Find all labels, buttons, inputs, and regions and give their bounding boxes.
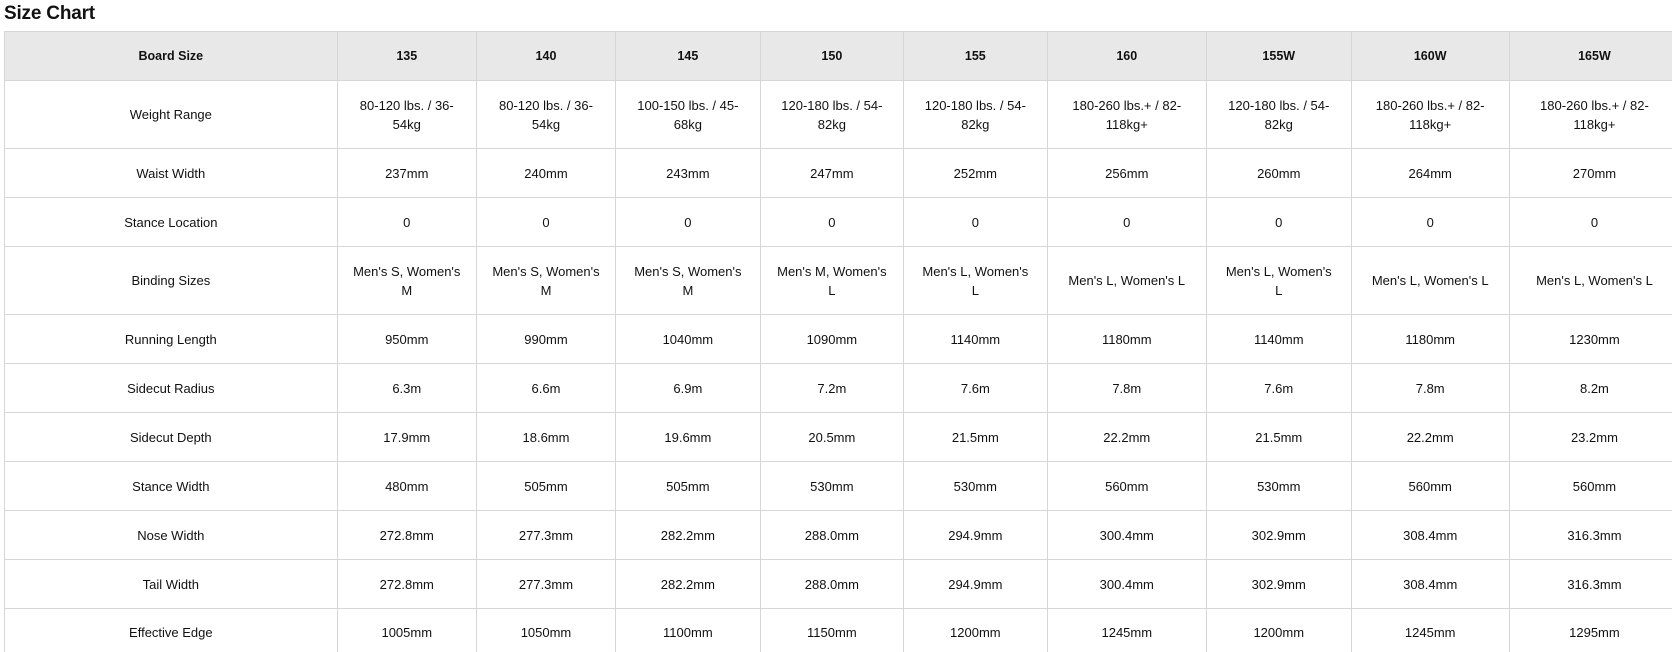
table-cell: 21.5mm <box>1206 413 1351 462</box>
table-cell: 308.4mm <box>1351 560 1509 609</box>
table-row-sidecut-depth <box>5 413 1672 462</box>
table-cell: Men's M, Women's L <box>760 247 903 315</box>
table-cell: 0 <box>1351 198 1509 247</box>
table-cell: Men's L, Women's L <box>1206 247 1351 315</box>
table-row-effective-edge <box>5 609 1672 652</box>
table-row-tail-width <box>5 560 1672 609</box>
table-cell: 282.2mm <box>616 560 761 609</box>
table-cell: 120-180 lbs. / 54-82kg <box>1206 81 1351 149</box>
table-cell: 260mm <box>1206 149 1351 198</box>
table-cell: Men's S, Women's M <box>337 247 476 315</box>
table-cell: 300.4mm <box>1047 560 1206 609</box>
table-cell: 1140mm <box>904 315 1047 364</box>
table-cell: 560mm <box>1047 462 1206 511</box>
table-row-stance-location <box>5 198 1672 247</box>
header-size: 155 <box>904 32 1047 81</box>
header-size: 160W <box>1351 32 1509 81</box>
row-label: Tail Width <box>5 560 338 609</box>
table-cell: 0 <box>1206 198 1351 247</box>
table-cell: 1200mm <box>904 609 1047 652</box>
table-cell: 1040mm <box>616 315 761 364</box>
table-row-weight-range <box>5 81 1672 149</box>
table-cell: 1005mm <box>337 609 476 652</box>
table-cell: 1200mm <box>1206 609 1351 652</box>
table-cell: Men's S, Women's M <box>476 247 615 315</box>
table-cell: 294.9mm <box>904 511 1047 560</box>
table-cell: 288.0mm <box>760 511 903 560</box>
table-cell: 256mm <box>1047 149 1206 198</box>
table-cell: 19.6mm <box>616 413 761 462</box>
table-cell: 316.3mm <box>1509 560 1672 609</box>
table-cell: 21.5mm <box>904 413 1047 462</box>
table-cell: 247mm <box>760 149 903 198</box>
table-cell: 1180mm <box>1047 315 1206 364</box>
table-cell: 480mm <box>337 462 476 511</box>
table-cell: 0 <box>476 198 615 247</box>
table-cell: 6.3m <box>337 364 476 413</box>
table-cell: 308.4mm <box>1351 511 1509 560</box>
row-label: Binding Sizes <box>5 247 338 315</box>
table-cell: 0 <box>1509 198 1672 247</box>
table-cell: 505mm <box>476 462 615 511</box>
table-cell: Men's L, Women's L <box>1509 247 1672 315</box>
table-cell: 270mm <box>1509 149 1672 198</box>
table-cell: 1295mm <box>1509 609 1672 652</box>
table-cell: 240mm <box>476 149 615 198</box>
row-label: Waist Width <box>5 149 338 198</box>
row-label: Weight Range <box>5 81 338 149</box>
table-cell: 22.2mm <box>1351 413 1509 462</box>
table-cell: 23.2mm <box>1509 413 1672 462</box>
table-cell: 6.6m <box>476 364 615 413</box>
table-cell: 180-260 lbs.+ / 82-118kg+ <box>1509 81 1672 149</box>
table-cell: 1050mm <box>476 609 615 652</box>
table-cell: 316.3mm <box>1509 511 1672 560</box>
table-cell: 252mm <box>904 149 1047 198</box>
table-cell: 1150mm <box>760 609 903 652</box>
table-cell: 302.9mm <box>1206 560 1351 609</box>
table-cell: 8.2m <box>1509 364 1672 413</box>
table-cell: 277.3mm <box>476 511 615 560</box>
header-size: 150 <box>760 32 903 81</box>
table-cell: 80-120 lbs. / 36-54kg <box>476 81 615 149</box>
table-cell: 272.8mm <box>337 560 476 609</box>
table-cell: Men's S, Women's M <box>616 247 761 315</box>
table-cell: 0 <box>1047 198 1206 247</box>
table-cell: 294.9mm <box>904 560 1047 609</box>
table-cell: 100-150 lbs. / 45-68kg <box>616 81 761 149</box>
row-label: Effective Edge <box>5 609 338 652</box>
page-title: Size Chart <box>4 3 95 24</box>
table-cell: 0 <box>337 198 476 247</box>
table-cell: 950mm <box>337 315 476 364</box>
table-cell: 530mm <box>760 462 903 511</box>
table-cell: 22.2mm <box>1047 413 1206 462</box>
table-cell: 282.2mm <box>616 511 761 560</box>
table-cell: 80-120 lbs. / 36-54kg <box>337 81 476 149</box>
table-cell: 1180mm <box>1351 315 1509 364</box>
table-cell: 505mm <box>616 462 761 511</box>
row-label: Stance Location <box>5 198 338 247</box>
table-cell: 530mm <box>904 462 1047 511</box>
table-cell: 20.5mm <box>760 413 903 462</box>
table-cell: 272.8mm <box>337 511 476 560</box>
table-cell: 7.2m <box>760 364 903 413</box>
table-cell: 1100mm <box>616 609 761 652</box>
header-size: 140 <box>476 32 615 81</box>
table-cell: 7.6m <box>904 364 1047 413</box>
table-cell: 6.9m <box>616 364 761 413</box>
table-cell: 0 <box>904 198 1047 247</box>
row-label: Sidecut Radius <box>5 364 338 413</box>
table-row-waist-width <box>5 149 1672 198</box>
table-row-binding-sizes <box>5 247 1672 315</box>
table-row-nose-width <box>5 511 1672 560</box>
table-cell: 1140mm <box>1206 315 1351 364</box>
table-cell: 990mm <box>476 315 615 364</box>
header-size: 145 <box>616 32 761 81</box>
table-cell: 264mm <box>1351 149 1509 198</box>
table-cell: 7.6m <box>1206 364 1351 413</box>
table-cell: 17.9mm <box>337 413 476 462</box>
table-cell: 530mm <box>1206 462 1351 511</box>
table-row-stance-width <box>5 462 1672 511</box>
header-size: 135 <box>337 32 476 81</box>
table-cell: 300.4mm <box>1047 511 1206 560</box>
table-cell: 120-180 lbs. / 54-82kg <box>760 81 903 149</box>
table-cell: 0 <box>616 198 761 247</box>
table-cell: 277.3mm <box>476 560 615 609</box>
row-label: Nose Width <box>5 511 338 560</box>
table-cell: 7.8m <box>1351 364 1509 413</box>
row-label: Running Length <box>5 315 338 364</box>
table-cell: 0 <box>760 198 903 247</box>
header-board-size: Board Size <box>5 32 338 81</box>
table-row-running-length <box>5 315 1672 364</box>
table-cell: 560mm <box>1509 462 1672 511</box>
table-cell: 243mm <box>616 149 761 198</box>
table-cell: 18.6mm <box>476 413 615 462</box>
table-header-row <box>5 32 1672 81</box>
table-cell: Men's L, Women's L <box>1047 247 1206 315</box>
header-size: 160 <box>1047 32 1206 81</box>
table-cell: 237mm <box>337 149 476 198</box>
table-cell: 7.8m <box>1047 364 1206 413</box>
table-cell: 180-260 lbs.+ / 82-118kg+ <box>1047 81 1206 149</box>
header-size: 165W <box>1509 32 1672 81</box>
table-row-sidecut-radius <box>5 364 1672 413</box>
table-cell: Men's L, Women's L <box>904 247 1047 315</box>
table-cell: 1245mm <box>1351 609 1509 652</box>
size-chart-table <box>4 31 1672 652</box>
table-cell: 560mm <box>1351 462 1509 511</box>
table-cell: 302.9mm <box>1206 511 1351 560</box>
table-cell: Men's L, Women's L <box>1351 247 1509 315</box>
table-cell: 180-260 lbs.+ / 82-118kg+ <box>1351 81 1509 149</box>
table-cell: 1245mm <box>1047 609 1206 652</box>
table-cell: 288.0mm <box>760 560 903 609</box>
table-cell: 120-180 lbs. / 54-82kg <box>904 81 1047 149</box>
table-cell: 1230mm <box>1509 315 1672 364</box>
row-label: Sidecut Depth <box>5 413 338 462</box>
table-cell: 1090mm <box>760 315 903 364</box>
header-size: 155W <box>1206 32 1351 81</box>
row-label: Stance Width <box>5 462 338 511</box>
